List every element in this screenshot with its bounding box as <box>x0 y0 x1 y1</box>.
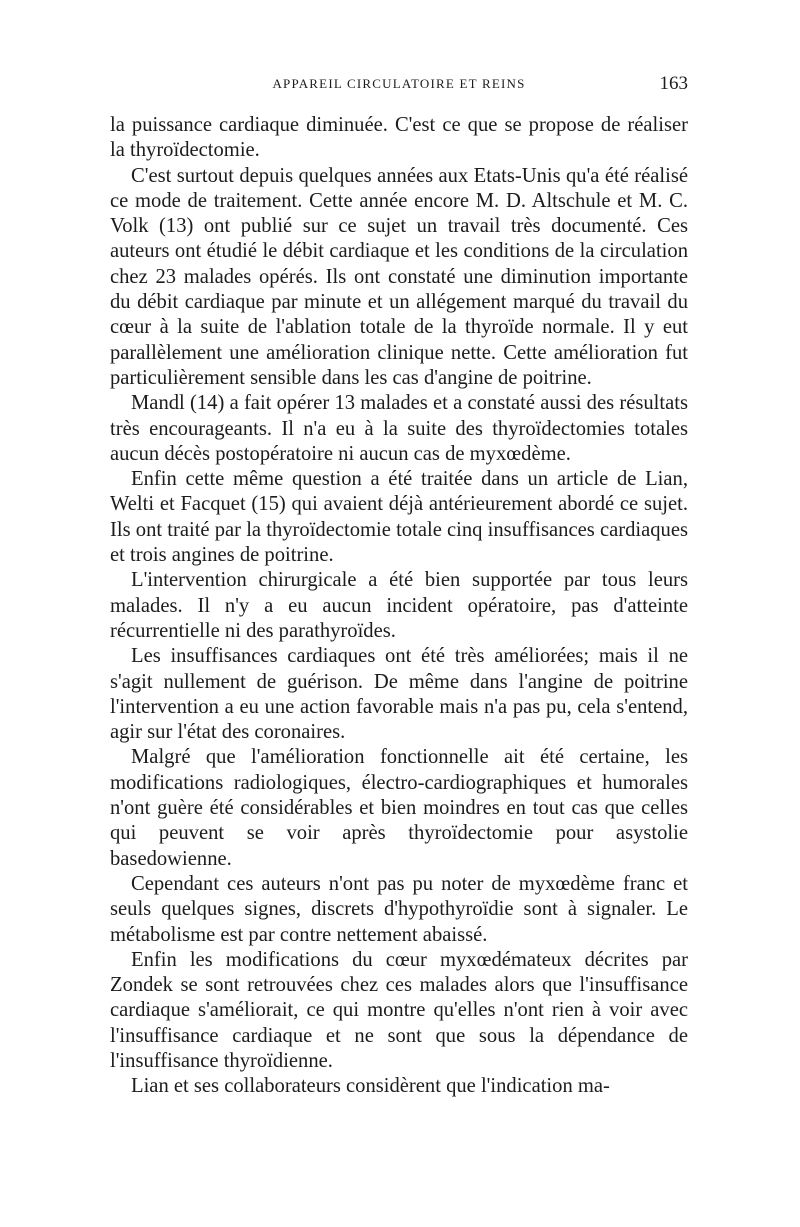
running-head <box>110 73 688 100</box>
paragraph-4: Enfin cette même question a été traitée dans un article de Lian, Welti et Facquet (15) qui avaient déjà antérieurement abordé ce sujet. Ils ont traité par la thyroïdectomie totale cinq insuffisances cardiaques et trois angines de poitrine. <box>110 468 688 567</box>
paragraph-3: Mandl (14) a fait opérer 13 malades et a constaté aussi des résultats très encourageants. Il n'a eu à la suite des thyroïdectomies totales aucun décès postopératoire ni aucun cas de myxœdème. <box>110 392 688 465</box>
body-text <box>110 113 688 1100</box>
paragraph-10: Lian et ses collaborateurs considèrent que l'indication ma- <box>131 1075 610 1098</box>
page-number: 163 <box>659 73 688 94</box>
paragraph-1: la puissance cardiaque diminuée. C'est ce que se propose de réaliser la thyroïdectomie. <box>110 114 688 162</box>
paragraph-6: Les insuffisances cardiaques ont été très améliorées; mais il ne s'agit nullement de guérison. De même dans l'angine de poitrine l'intervention a eu une action favorable mais n'a pas pu, cela s'entend, agir sur l'état des coronaires. <box>110 645 688 744</box>
paragraph-9: Enfin les modifications du cœur myxœdémateux décrites par Zondek se sont retrouvées chez ces malades alors que l'insuffisance cardiaque s'améliorait, ce qui montre qu'elles n'ont rien à voir avec l'insuffisance cardiaque et ne sont que sous la dépendance de l'insuffisance thyroïdienne. <box>110 948 688 1072</box>
paragraph-5: L'intervention chirurgicale a été bien supportée par tous leurs malades. Il n'y a eu aucun incident opératoire, pas d'atteinte récurrentielle ni des parathyroïdes. <box>110 569 688 642</box>
paragraph-2: C'est surtout depuis quelques années aux Etats-Unis qu'a été réalisé ce mode de traitement. Cette année encore M. D. Altschule et M. C. Volk (13) ont publié sur ce sujet un travail très documenté. Ces auteurs ont étudié le débit cardiaque et les conditions de la circulation chez 23 malades opérés. Ils ont constaté une diminution importante du débit cardiaque par minute et un allégement marqué du travail du cœur à la suite de l'ablation totale de la thyroïde normale. Il y eut parallèlement une amélioration clinique nette. Cette amélioration fut particulièrement sensible dans les cas d'angine de poitrine. <box>110 164 688 389</box>
paragraph-8: Cependant ces auteurs n'ont pas pu noter de myxœdème franc et seuls quelques signes, discrets d'hypothyroïdie sont à signaler. Le métabolisme est par contre nettement abaissé. <box>110 872 688 946</box>
running-title: APPAREIL CIRCULATOIRE ET REINS <box>272 76 526 91</box>
paragraph-7: Malgré que l'amélioration fonctionnelle ait été certaine, les modifications radiologiques, électro-cardiographiques et humorales n'ont guère été considérables et bien moindres en tout cas que celles qui peuvent se voir après thyroïdectomie pour asystolie basedowienne. <box>110 746 688 870</box>
